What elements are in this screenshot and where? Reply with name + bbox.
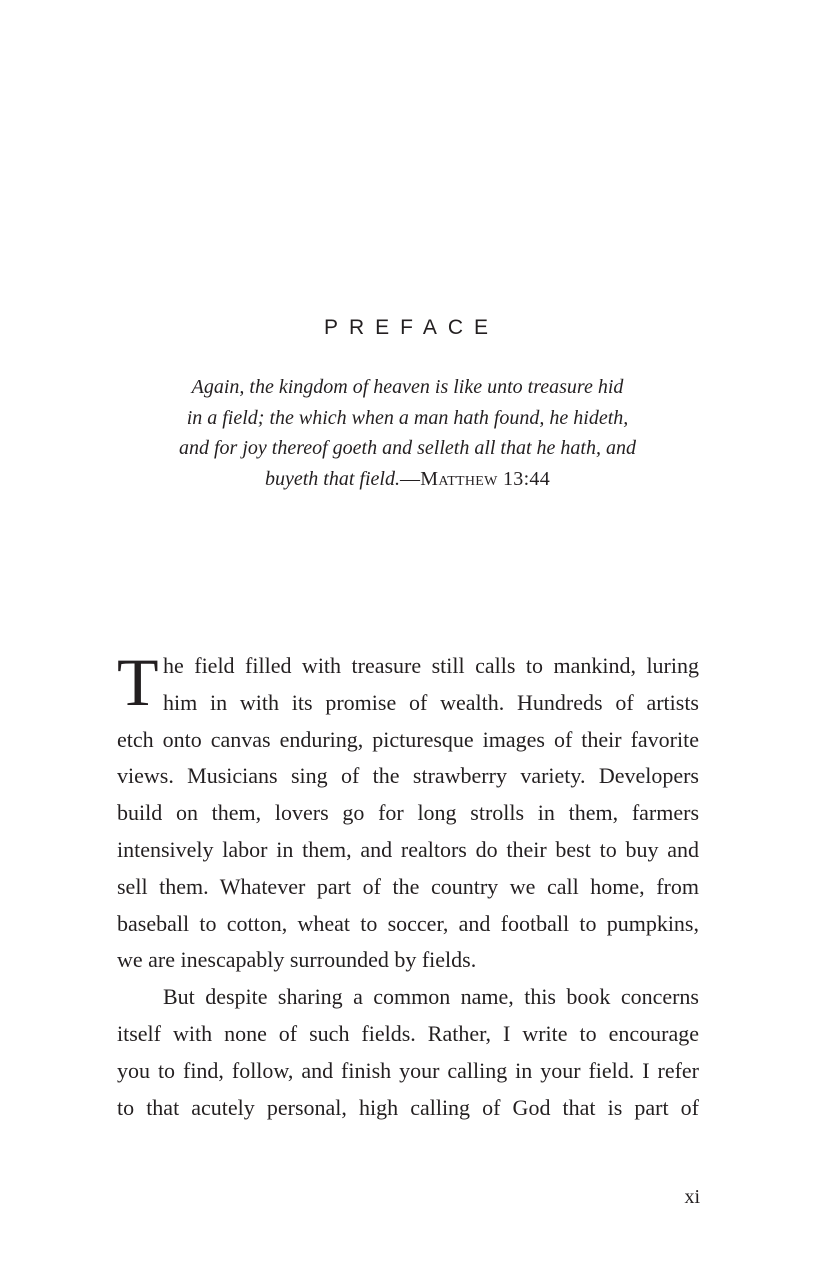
paragraph-2-line: you to find, follow, and finish your calling in your field. I refer [117, 1057, 699, 1083]
paragraph-1-line: we are inescapably surrounded by fields. [117, 947, 477, 973]
paragraph-1-line: intensively labor in them, and realtors do their best to buy and [117, 836, 699, 862]
body-text [117, 644, 699, 1126]
paragraph-1-line: sell them. Whatever part of the country we call home, from [117, 873, 699, 899]
paragraph-1-line: build on them, lovers go for long strolls in them, farmers [117, 800, 699, 826]
paragraph-1-line: views. Musicians sing of the strawberry variety. Developers [117, 763, 699, 789]
paragraph-1-line: he field filled with treasure still calls to mankind, luring [163, 653, 699, 678]
drop-cap: T [117, 644, 159, 720]
paragraph-1-line: baseball to cotton, wheat to soccer, and football to pumpkins, [117, 910, 699, 936]
epigraph-citation: —Matthew 13:44 [399, 467, 551, 490]
preface-heading: PREFACE [323, 316, 500, 339]
paragraph-2-line: to that acutely personal, high calling of God that is part of [117, 1094, 699, 1120]
paragraph-1-line: him in with its promise of wealth. Hundreds of artists [163, 689, 699, 715]
epigraph-line: buyeth that field. [264, 467, 400, 490]
epigraph-line-last [150, 464, 665, 495]
page-number: xi [684, 1186, 700, 1208]
paragraph-1-line: etch onto canvas enduring, picturesque images of their favorite [117, 726, 699, 752]
paragraph-2-line: itself with none of such fields. Rather, I write to encourage [117, 1020, 699, 1046]
epigraph-line: in a field; the which when a man hath found, he hideth, [186, 406, 629, 429]
paragraph-2-line: But despite sharing a common name, this book concerns [163, 984, 699, 1010]
epigraph-line: and for joy thereof goeth and selleth all that he hath, and [179, 437, 636, 459]
epigraph-line: Again, the kingdom of heaven is like unto treasure hid [191, 376, 624, 398]
epigraph [150, 372, 665, 494]
